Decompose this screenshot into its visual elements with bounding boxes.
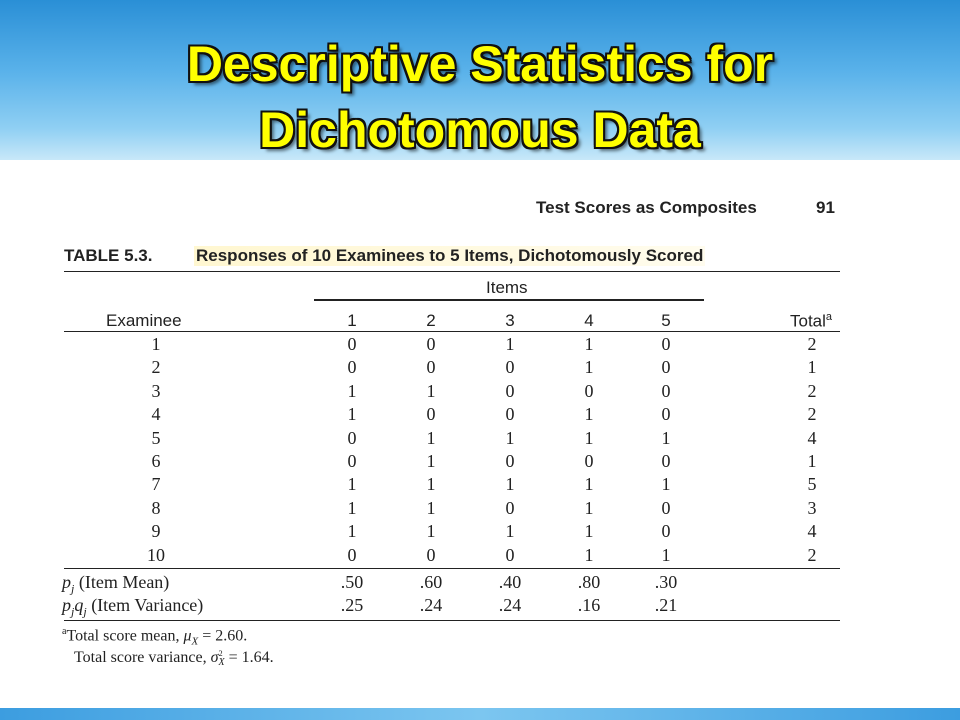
examinee-id: 6 — [151, 451, 161, 471]
item-score: 0 — [347, 357, 357, 377]
item-mean-symbol: p — [62, 572, 71, 592]
item-score: 0 — [426, 545, 436, 565]
item-score: 1 — [584, 334, 594, 354]
item-variance-sub2: j — [83, 604, 87, 619]
bottom-bar — [0, 708, 960, 720]
footnote-marker: a — [62, 626, 67, 637]
total-score: 2 — [807, 545, 817, 565]
page-number: 91 — [816, 198, 835, 217]
footnote-mean — [62, 626, 247, 648]
examinee-id: 7 — [151, 474, 161, 494]
footnote-variance-value: = 1.64. — [224, 649, 274, 666]
item-score: 0 — [426, 334, 436, 354]
item-score: 0 — [426, 357, 436, 377]
item-variance-symbol: p — [62, 595, 71, 615]
item-column-header: 5 — [661, 311, 671, 330]
item-column-header: 1 — [347, 311, 357, 330]
item-score: 1 — [661, 474, 671, 494]
item-score: 1 — [661, 428, 671, 448]
item-column-header: 4 — [584, 311, 594, 330]
item-score: 0 — [505, 545, 515, 565]
item-score: 1 — [584, 545, 594, 565]
footnote-variance-sub: X — [218, 657, 225, 669]
slide-title-line-2: Dichotomous Data — [259, 102, 701, 158]
top-rule — [64, 271, 840, 272]
item-score: 0 — [661, 451, 671, 471]
table-label: TABLE 5.3. — [64, 246, 153, 265]
item-score: 1 — [584, 428, 594, 448]
item-column-header: 2 — [426, 311, 436, 330]
item-score: 0 — [505, 381, 515, 401]
item-variance-value: .21 — [654, 595, 678, 615]
bottom-rule — [64, 620, 840, 621]
item-variance-text: (Item Variance) — [91, 595, 204, 615]
item-score: 0 — [347, 428, 357, 448]
total-score: 4 — [807, 428, 817, 448]
item-score: 1 — [584, 357, 594, 377]
item-score: 0 — [505, 498, 515, 518]
item-score: 1 — [505, 334, 515, 354]
item-score: 1 — [347, 521, 357, 541]
item-score: 0 — [584, 381, 594, 401]
total-score: 1 — [807, 451, 817, 471]
examinee-id: 5 — [151, 428, 161, 448]
footnote-variance-sup: 2 — [218, 649, 223, 659]
item-variance-symbol2: q — [74, 595, 84, 615]
item-score: 0 — [426, 404, 436, 424]
item-variance-sub: j — [71, 604, 75, 619]
examinee-id: 2 — [151, 357, 161, 377]
running-head: Test Scores as Composites — [536, 198, 757, 217]
item-score: 0 — [505, 404, 515, 424]
item-score: 1 — [426, 474, 436, 494]
item-score: 1 — [426, 451, 436, 471]
examinee-id: 1 — [151, 334, 161, 354]
slide-title-line-1: Descriptive Statistics for — [186, 36, 774, 92]
item-score: 0 — [347, 451, 357, 471]
footnote-variance-symbol: σ — [210, 649, 219, 666]
item-score: 0 — [584, 451, 594, 471]
item-score: 1 — [426, 381, 436, 401]
item-score: 0 — [661, 404, 671, 424]
item-score: 0 — [661, 334, 671, 354]
item-score: 1 — [584, 474, 594, 494]
item-mean-sub: j — [71, 581, 75, 596]
examinee-id: 9 — [151, 521, 161, 541]
examinee-id: 3 — [151, 381, 161, 401]
item-score: 1 — [505, 474, 515, 494]
item-score: 1 — [347, 381, 357, 401]
items-header: Items — [486, 278, 528, 297]
item-mean-value: .50 — [340, 572, 364, 592]
item-mean-value: .60 — [419, 572, 443, 592]
total-score: 1 — [807, 357, 817, 377]
item-variance-value: .24 — [498, 595, 522, 615]
examinee-id: 4 — [151, 404, 161, 424]
footnote-mean-value: = 2.60. — [198, 627, 248, 645]
items-spanner-rule — [314, 299, 704, 301]
title-banner — [0, 0, 960, 160]
body-rule — [64, 568, 840, 569]
item-score: 1 — [661, 545, 671, 565]
item-score: 0 — [347, 334, 357, 354]
table-caption: Responses of 10 Examinees to 5 Items, Dichotomously Scored — [196, 246, 704, 265]
item-mean-value: .30 — [654, 572, 678, 592]
item-score: 0 — [661, 381, 671, 401]
item-mean-text: (Item Mean) — [78, 572, 170, 592]
item-score: 1 — [426, 521, 436, 541]
item-variance-value: .16 — [577, 595, 601, 615]
total-header — [790, 311, 832, 332]
item-score: 0 — [661, 357, 671, 377]
total-score: 2 — [807, 334, 817, 354]
item-score: 1 — [347, 474, 357, 494]
examinee-header: Examinee — [106, 311, 182, 330]
examinee-id: 10 — [147, 545, 165, 565]
footnote-variance-text: Total score variance, — [74, 649, 211, 666]
header-rule — [64, 331, 840, 332]
item-score: 1 — [426, 498, 436, 518]
item-score: 1 — [584, 521, 594, 541]
item-score: 0 — [661, 521, 671, 541]
total-score: 2 — [807, 404, 817, 424]
item-variance-value: .25 — [340, 595, 364, 615]
item-score: 1 — [347, 498, 357, 518]
item-score: 1 — [347, 404, 357, 424]
examinee-id: 8 — [151, 498, 161, 518]
item-variance-value: .24 — [419, 595, 443, 615]
total-score: 4 — [807, 521, 817, 541]
item-score: 0 — [505, 357, 515, 377]
item-score: 1 — [584, 404, 594, 424]
total-header-label: Total — [790, 311, 826, 331]
total-score: 2 — [807, 381, 817, 401]
item-score: 1 — [426, 428, 436, 448]
footnote-mean-sub: X — [191, 635, 199, 648]
total-score: 5 — [807, 474, 817, 494]
item-column-header: 3 — [505, 311, 515, 330]
item-score: 0 — [505, 451, 515, 471]
total-score: 3 — [807, 498, 817, 518]
item-score: 0 — [661, 498, 671, 518]
item-score: 1 — [505, 521, 515, 541]
item-score: 1 — [584, 498, 594, 518]
item-mean-value: .40 — [498, 572, 522, 592]
footnote-mean-text: Total score mean, — [66, 627, 184, 645]
total-superscript: a — [825, 311, 833, 323]
item-mean-value: .80 — [577, 572, 601, 592]
item-score: 0 — [347, 545, 357, 565]
footnote-mean-symbol: μ — [183, 627, 192, 645]
footnote-variance — [74, 649, 274, 667]
item-score: 1 — [505, 428, 515, 448]
